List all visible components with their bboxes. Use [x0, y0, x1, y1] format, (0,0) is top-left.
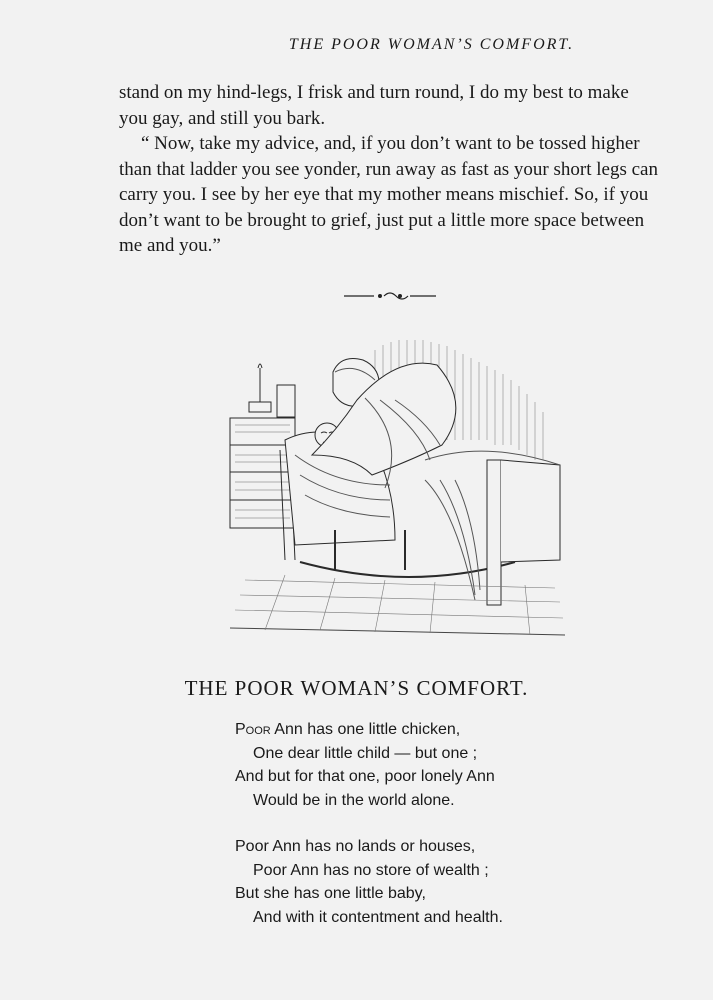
prose-block: [119, 80, 659, 259]
poem-line: One dear little child — but one ;: [253, 744, 478, 762]
poem-line: Would be in the world alone.: [253, 791, 455, 809]
poem-line: Poor Ann has no lands or houses,: [235, 838, 476, 855]
poem-line: And with it contentment and health.: [253, 908, 503, 926]
poem-title: THE POOR WOMAN’S COMFORT.: [184, 676, 529, 700]
poem-line: And but for that one, poor lonely Ann: [235, 768, 495, 785]
poem: [235, 718, 635, 952]
poem-stanza: [235, 835, 635, 929]
prose-paragraph: “ Now, take my advice, and, if you don’t want to be tossed higher than that ladder you see yonder, run away as fast as your short legs can carry you. I see by her eye that my mother means mischief. So, if you don’t want to be brought to grief, just put a little more space between me and you.”: [119, 133, 658, 256]
poem-line: But she has one little baby,: [235, 885, 426, 902]
poem-stanza: [235, 718, 635, 812]
running-head: [0, 36, 713, 54]
poem-line: [235, 718, 635, 742]
section-ornament: [340, 286, 440, 306]
first-word: Poor: [235, 721, 271, 738]
running-head-text: THE POOR WOMAN’S COMFORT.: [288, 36, 575, 53]
engraving-mother-and-baby: [225, 330, 570, 645]
poem-line: Poor Ann has no store of wealth ;: [253, 861, 489, 879]
prose-paragraph: stand on my hind-legs, I frisk and turn round, I do my best to make you gay, and still you bark.: [119, 82, 629, 129]
poem-line-text: Ann has one little chicken,: [274, 721, 461, 738]
